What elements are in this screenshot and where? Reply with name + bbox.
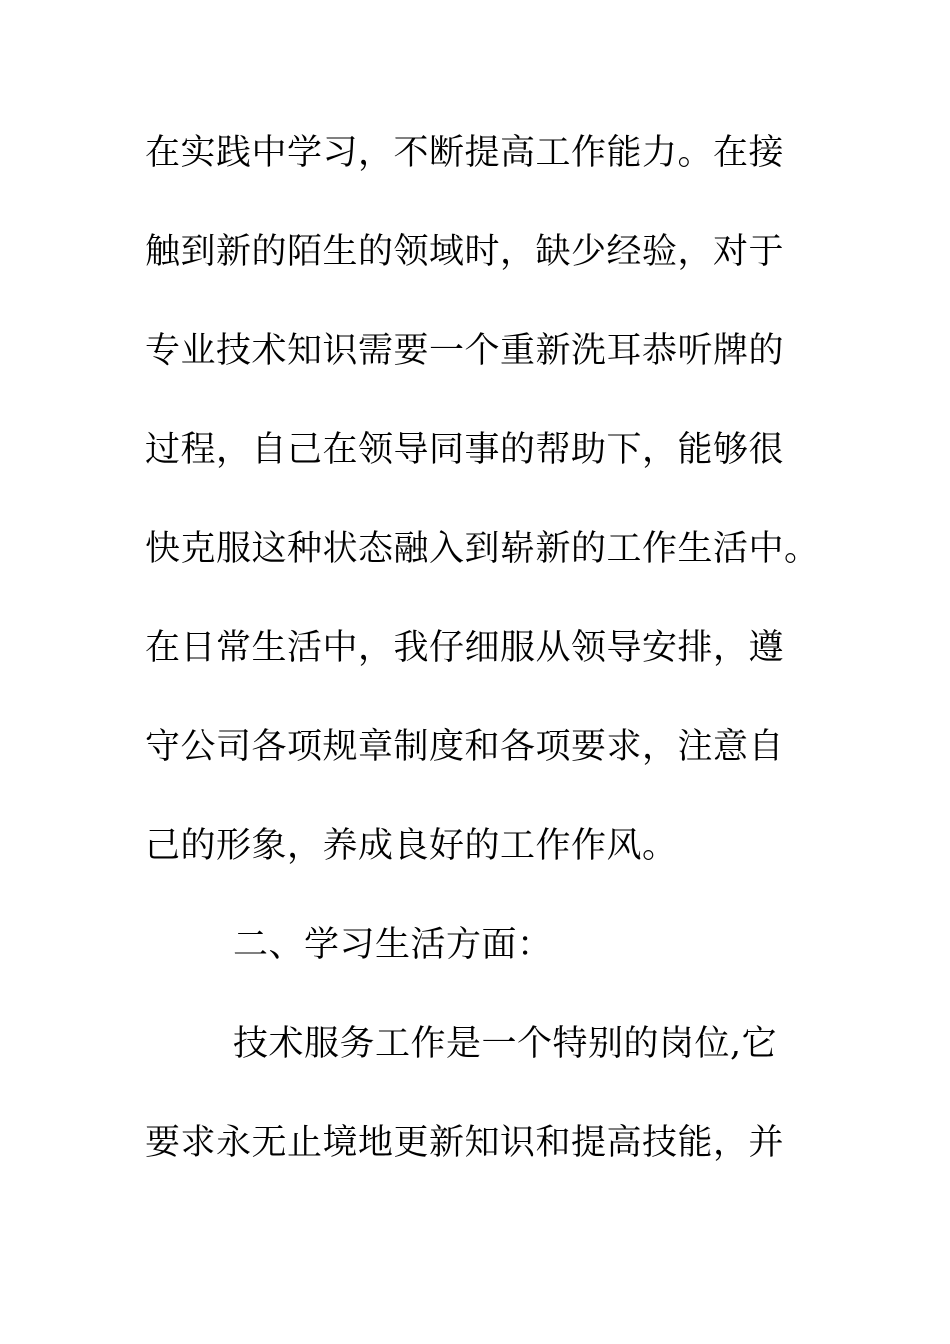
body-text [145,128,820,1217]
text-line-1: 在实践中学习，不断提高工作能力。在接 [145,133,785,173]
text-line-8: 己的形象，养成良好的工作作风。 [145,826,678,866]
text-line-7: 守公司各项规章制度和各项要求，注意自 [145,727,785,767]
text-line-3: 专业技术知识需要一个重新洗耳恭听牌的 [145,331,785,371]
text-line-4: 过程，自己在领导同事的帮助下，能够很 [145,430,785,470]
text-line-10: 技术服务工作是一个特别的岗位,它 [233,1024,778,1064]
text-line-11: 要求永无止境地更新知识和提高技能，并 [145,1123,785,1163]
section-heading: 二、学习生活方面： [233,925,553,965]
text-line-6: 在日常生活中，我仔细服从领导安排，遵 [145,628,785,668]
text-line-2: 触到新的陌生的领域时，缺少经验，对于 [145,232,785,272]
text-line-5: 快克服这种状态融入到崭新的工作生活中。 [145,529,820,569]
